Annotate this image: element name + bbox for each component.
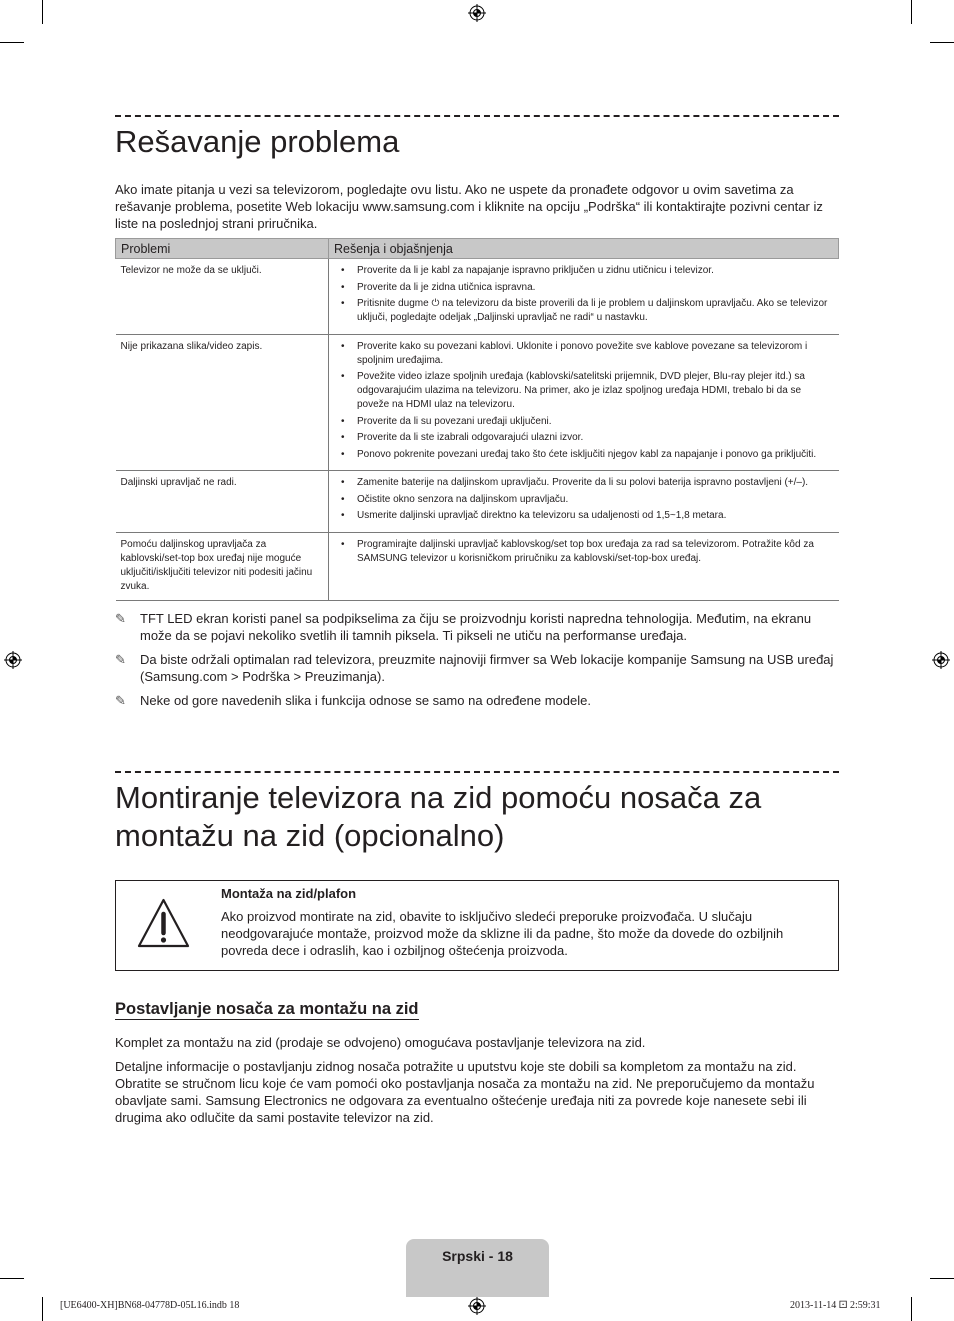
troubleshooting-table <box>115 238 839 601</box>
body-paragraph: Komplet za montažu na zid (prodaje se odvojeno) omogućava postavljanje televizora na zid. <box>115 1035 646 1050</box>
list-item: • Proverite kako su povezani kablovi. Uklonite i ponovo povežite sve kablove povezane sa televizorom i spoljnim uređajima. <box>334 340 834 368</box>
solution-list <box>334 264 834 325</box>
pencil-note-icon: ✎ <box>115 693 126 708</box>
crop-mark <box>930 42 954 43</box>
note-text: Da biste održali optimalan rad televizora, preuzmite najnoviji firmver sa Web lokacije kompanije Samsung na USB uređaj (Samsung.com > Podrška > Preuzimanja). <box>140 652 834 684</box>
note-item <box>115 610 839 644</box>
notes-list <box>115 610 839 716</box>
list-item: • Očistite okno senzora na daljinskom upravljaču. <box>334 493 834 507</box>
solution-list <box>334 476 834 523</box>
note-text: Neke od gore navedenih slika i funkcija odnose se samo na određene modele. <box>140 693 591 708</box>
table-row <box>116 259 839 335</box>
table-row <box>116 471 839 533</box>
problem-cell: Daljinski upravljač ne radi. <box>116 471 329 533</box>
solution-cell <box>329 471 839 533</box>
pencil-note-icon: ✎ <box>115 652 126 667</box>
pencil-note-icon: ✎ <box>115 611 126 626</box>
crop-mark <box>0 42 24 43</box>
print-slug-left: [UE6400-XH]BN68-04778D-05L16.indb 18 <box>60 1300 240 1311</box>
list-item: • Proverite da li je zidna utičnica ispravna. <box>334 281 834 295</box>
solution-cell <box>329 532 839 600</box>
list-item: • Ponovo pokrenite povezani uređaj tako što ćete isključiti njegov kabl za napajanje i ponovo ga priključiti. <box>334 448 834 462</box>
problem-cell: Televizor ne može da se uključi. <box>116 259 329 335</box>
crop-mark <box>911 0 912 24</box>
warning-triangle-icon <box>136 897 191 949</box>
warning-title: Montaža na zid/plafon <box>221 886 357 901</box>
print-slug-right: 2013-11-14 ⚀ 2:59:31 <box>790 1300 881 1311</box>
list-item: • Proverite da li je kabl za napajanje ispravno priključen u zidnu utičnicu i televizor. <box>334 264 834 278</box>
list-item: • Zamenite baterije na daljinskom upravljaču. Proverite da li su polovi baterija ispravno postavljeni (+/–). <box>334 476 834 490</box>
note-item <box>115 651 839 685</box>
crop-mark <box>0 1278 24 1279</box>
table-row <box>116 532 839 600</box>
crop-mark <box>42 0 43 24</box>
table-row <box>116 334 839 471</box>
problem-cell: Pomoću daljinskog upravljača za kablovski/set-top box uređaj nije moguće uključiti/isključiti televizor niti podesiti jačinu zvuka. <box>116 532 329 600</box>
column-header-solutions: Rešenja i objašnjenja <box>329 239 839 259</box>
section-title-troubleshooting: Rešavanje problema <box>115 124 400 159</box>
registration-mark-icon <box>468 4 486 22</box>
registration-mark-icon <box>4 651 22 669</box>
page-number: Srpski - 18 <box>442 1248 513 1264</box>
warning-box <box>115 880 839 971</box>
subsection-heading: Postavljanje nosača za montažu na zid <box>115 1000 419 1018</box>
crop-mark <box>42 1297 43 1321</box>
solution-cell <box>329 334 839 471</box>
list-item: • Pritisnite dugme ⏻ na televizoru da biste proverili da li je problem u daljinskom upravljaču. Ako se televizor uključi, pogledajte odeljak „Daljinski upravljač ne radi“ u nastavku. <box>334 297 834 325</box>
registration-mark-icon <box>468 1297 486 1315</box>
solution-list <box>334 340 834 462</box>
section-title-line: montažu na zid (opcionalno) <box>115 818 505 853</box>
note-item <box>115 692 839 709</box>
list-item: • Proverite da li ste izabrali odgovarajući ulazni izvor. <box>334 431 834 445</box>
list-item: • Programirajte daljinski upravljač kablovskog/set top box uređaja za rad sa televizorom. Potražite kôd za SAMSUNG televizor u korisničkom priručniku za kablovski/set-top-box uređaj. <box>334 538 834 566</box>
problem-cell: Nije prikazana slika/video zapis. <box>116 334 329 471</box>
list-item: • Usmerite daljinski upravljač direktno ka televizoru sa udaljenosti od 1,5~1,8 metara. <box>334 509 834 523</box>
intro-paragraph: Ako imate pitanja u vezi sa televizorom, pogledajte ovu listu. Ako ne uspete da pronađete odgovor u ovim savetima za rešavanje problema, posetite Web lokaciju www.samsung.com i kliknite na opciju „Podrška“ ili kontaktirajte pozivni centar iz liste na poslednjoj strani priručnika. <box>115 182 823 231</box>
solution-cell <box>329 259 839 335</box>
list-item: • Proverite da li su povezani uređaji uključeni. <box>334 415 834 429</box>
crop-mark <box>911 1297 912 1321</box>
section-title-line: Montiranje televizora na zid pomoću nosača za <box>115 780 762 815</box>
note-text: TFT LED ekran koristi panel sa podpikselima za čiju se proizvodnju koristi napredna tehnologija. Međutim, na ekranu može da se pojavi nekoliko svetlih ili tamnih piksela. Ti pikseli ne utiču na performanse uređaja. <box>140 611 812 643</box>
body-paragraph: Detaljne informacije o postavljanju zidnog nosača potražite u uputstvu koje ste dobili sa kompletom za montažu na zid. Obratite se stručnom licu koje će vam pomoći oko postavljanja nosača za montažu na zid. Ne preporučujemo da montažu obavljate sami. Samsung Electronics ne odgovara za eventualno oštećenje uređaja niti za povrede koje nanesete sebi ili drugima ako odlučite da sami postavite televizor na zid. <box>115 1059 815 1125</box>
page-number-tab <box>406 1239 549 1297</box>
table-header-row <box>116 239 839 259</box>
warning-text: Ako proizvod montirate na zid, obavite to isključivo sledeći preporuke proizvođača. U slučaju neodgovarajuće montaže, proizvod može da sklizne ili da padne, što može da dovede do ozbiljnih povreda dece i odraslih, kao i ozbiljnog oštećenja proizvoda. <box>221 909 784 958</box>
registration-mark-icon <box>932 651 950 669</box>
section-divider <box>115 771 839 773</box>
list-item: • Povežite video izlaze spoljnih uređaja (kablovski/satelitski prijemnik, DVD plejer, Blu-ray plejer itd.) sa odgovarajućim ulazima na televizoru. Na primer, ako je izlaz spoljnog uređaja HDMI, trebalo bi da se poveže na HDMI ulaz na televizoru. <box>334 370 834 412</box>
solution-list <box>334 538 834 566</box>
section-title-wall-mount <box>115 779 761 855</box>
section-divider <box>115 115 839 117</box>
column-header-problems: Problemi <box>116 239 329 259</box>
crop-mark <box>930 1278 954 1279</box>
